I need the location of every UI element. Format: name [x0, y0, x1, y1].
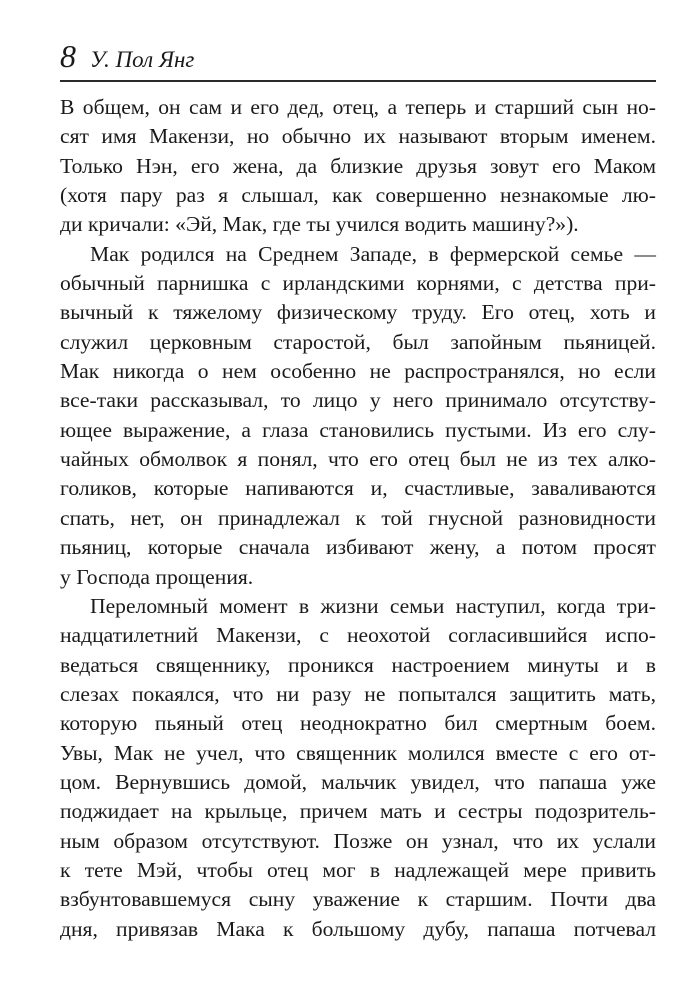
text-line: пьяниц, которые сначала избивают жену, а потом просят	[60, 535, 656, 560]
running-title: У. Пол Янг	[90, 47, 195, 72]
text-line: ющее выражение, а глаза становились пустыми. Из его слу-	[60, 417, 656, 442]
body-text	[60, 93, 656, 944]
page-number: 8	[60, 38, 76, 74]
text-line: Мак родился на Среднем Западе, в фермерской семье —	[90, 241, 656, 266]
text-line: слезах покаялся, что ни разу не попытался защитить мать,	[60, 681, 656, 706]
text-line: ди кричали: «Эй, Мак, где ты учился водить машину?»).	[60, 212, 579, 237]
running-head	[60, 36, 660, 80]
text-line: служил церковным старостой, был запойным пьяницей.	[60, 329, 656, 354]
text-line: надцатилетний Макензи, с неохотой согласившийся испо-	[60, 623, 656, 648]
text-line: Увы, Мак не учел, что священник молился вместе с его от-	[60, 740, 656, 765]
text-line: сят имя Макензи, но обычно их называют вторым именем.	[60, 124, 656, 149]
text-line: поджидает на крыльце, причем мать и сестры подозритель-	[60, 799, 656, 824]
text-line: к тете Мэй, чтобы отец мог в надлежащей мере привить	[60, 857, 656, 882]
text-line: у Господа прощения.	[60, 564, 254, 589]
text-line: Переломный момент в жизни семьи наступил, когда три-	[90, 593, 656, 618]
text-line: вычный к тяжелому физическому труду. Его отец, хоть и	[60, 300, 656, 325]
text-line: обычный парнишка с ирландскими корнями, с детства при-	[60, 271, 656, 296]
text-line: ведаться священнику, проникся настроением минуты и в	[60, 652, 656, 677]
text-line: спать, нет, он принадлежал к той гнусной разновидности	[60, 505, 656, 530]
text-line: ным образом отсутствуют. Позже он узнал, что их услали	[60, 828, 656, 853]
text-line: дня, привязав Мака к большому дубу, папаша потчевал	[60, 916, 656, 941]
header-rule	[60, 80, 656, 82]
text-line: цом. Вернувшись домой, мальчик увидел, что папаша уже	[60, 769, 656, 794]
text-line: (хотя пару раз я слышал, как совершенно незнакомые лю-	[60, 183, 656, 208]
text-line: которую пьяный отец неоднократно бил смертным боем.	[60, 711, 656, 736]
text-line: чайных обмолвок я понял, что его отец был не из тех алко-	[60, 447, 656, 472]
text-line: взбунтовавшемуся сыну уважение к старшим. Почти два	[60, 887, 656, 912]
text-line: В общем, он сам и его дед, отец, а теперь и старший сын но-	[60, 95, 656, 119]
text-line: Только Нэн, его жена, да близкие друзья зовут его Маком	[60, 153, 656, 178]
text-line: все-таки рассказывал, то лицо у него принимало отсутству-	[60, 388, 656, 413]
text-line: Мак никогда о нем особенно не распространялся, но если	[60, 359, 656, 384]
text-line: голиков, которые напиваются и, счастливые, заваливаются	[60, 476, 656, 501]
